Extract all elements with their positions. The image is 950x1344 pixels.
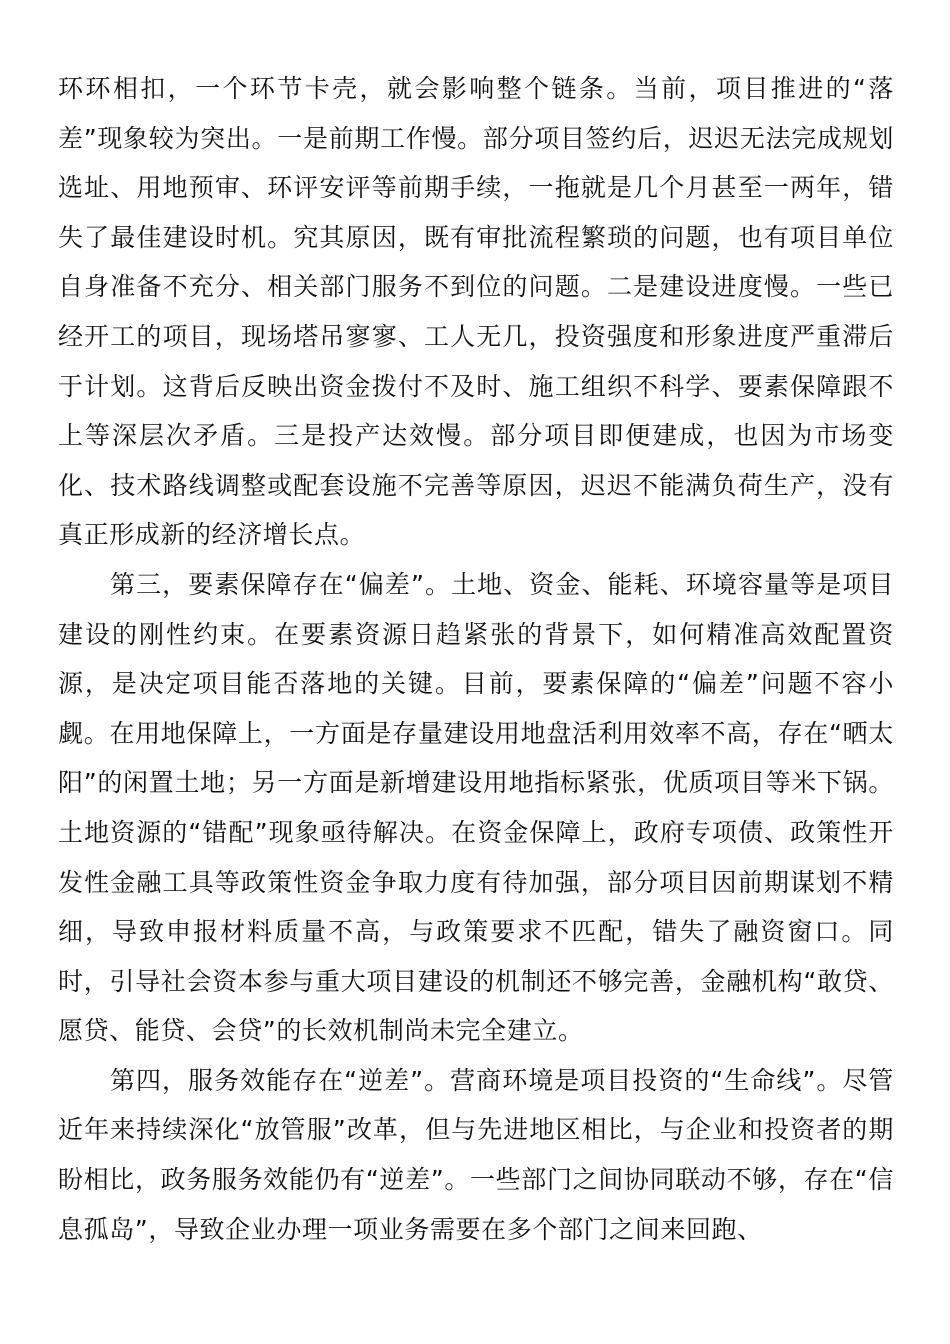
paragraph-continuation: 环环相扣，一个环节卡壳，就会影响整个链条。当前，项目推进的“落差”现象较为突出。一是前期工作慢。部分项目签约后，迟迟无法完成规划选址、用地预审、环评安评等前期手续，一拖就是几个月甚至一两年，错失了最佳建设时机。究其原因，既有审批流程繁琐的问题，也有项目单位自身准备不充分、相关部门服务不到位的问题。二是建设进度慢。一些已经开工的项目，现场塔吊寥寥、工人无几，投资强度和形象进度严重滞后于计划。这背后反映出资金拨付不及时、施工组织不科学、要素保障跟不上等深层次矛盾。三是投产达效慢。部分项目即便建成，也因为市场变化、技术路线调整或配套设施不完善等原因，迟迟不能满负荷生产，没有真正形成新的经济增长点。 bbox=[58, 74, 894, 550]
paragraph-fourth-point: 第四，服务效能存在“逆差”。营商环境是项目投资的“生命线”。尽管近年来持续深化“放管服”改革，但与先进地区相比，与企业和投资者的期盼相比，政务服务效能仍有“逆差”。一些部门之间协同联动不够，存在“信息孤岛”，导致企业办理一项业务需要在多个部门之间来回跑、 bbox=[58, 1065, 894, 1244]
paragraph-third-point: 第三，要素保障存在“偏差”。土地、资金、能耗、环境容量等是项目建设的刚性约束。在要素资源日趋紧张的背景下，如何精准高效配置资源，是决定项目能否落地的关键。目前，要素保障的“偏差”问题不容小觑。在用地保障上，一方面是存量建设用地盘活利用效率不高，存在“晒太阳”的闲置土地；另一方面是新增建设用地指标紧张，优质项目等米下锅。土地资源的“错配”现象亟待解决。在资金保障上，政府专项债、政策性开发性金融工具等政策性资金争取力度有待加强，部分项目因前期谋划不精细，导致申报材料质量不高，与政策要求不匹配，错失了融资窗口。同时，引导社会资本参与重大项目建设的机制还不够完善，金融机构“敢贷、愿贷、能贷、会贷”的长效机制尚未完全建立。 bbox=[58, 569, 894, 1046]
document-body bbox=[58, 64, 894, 1254]
